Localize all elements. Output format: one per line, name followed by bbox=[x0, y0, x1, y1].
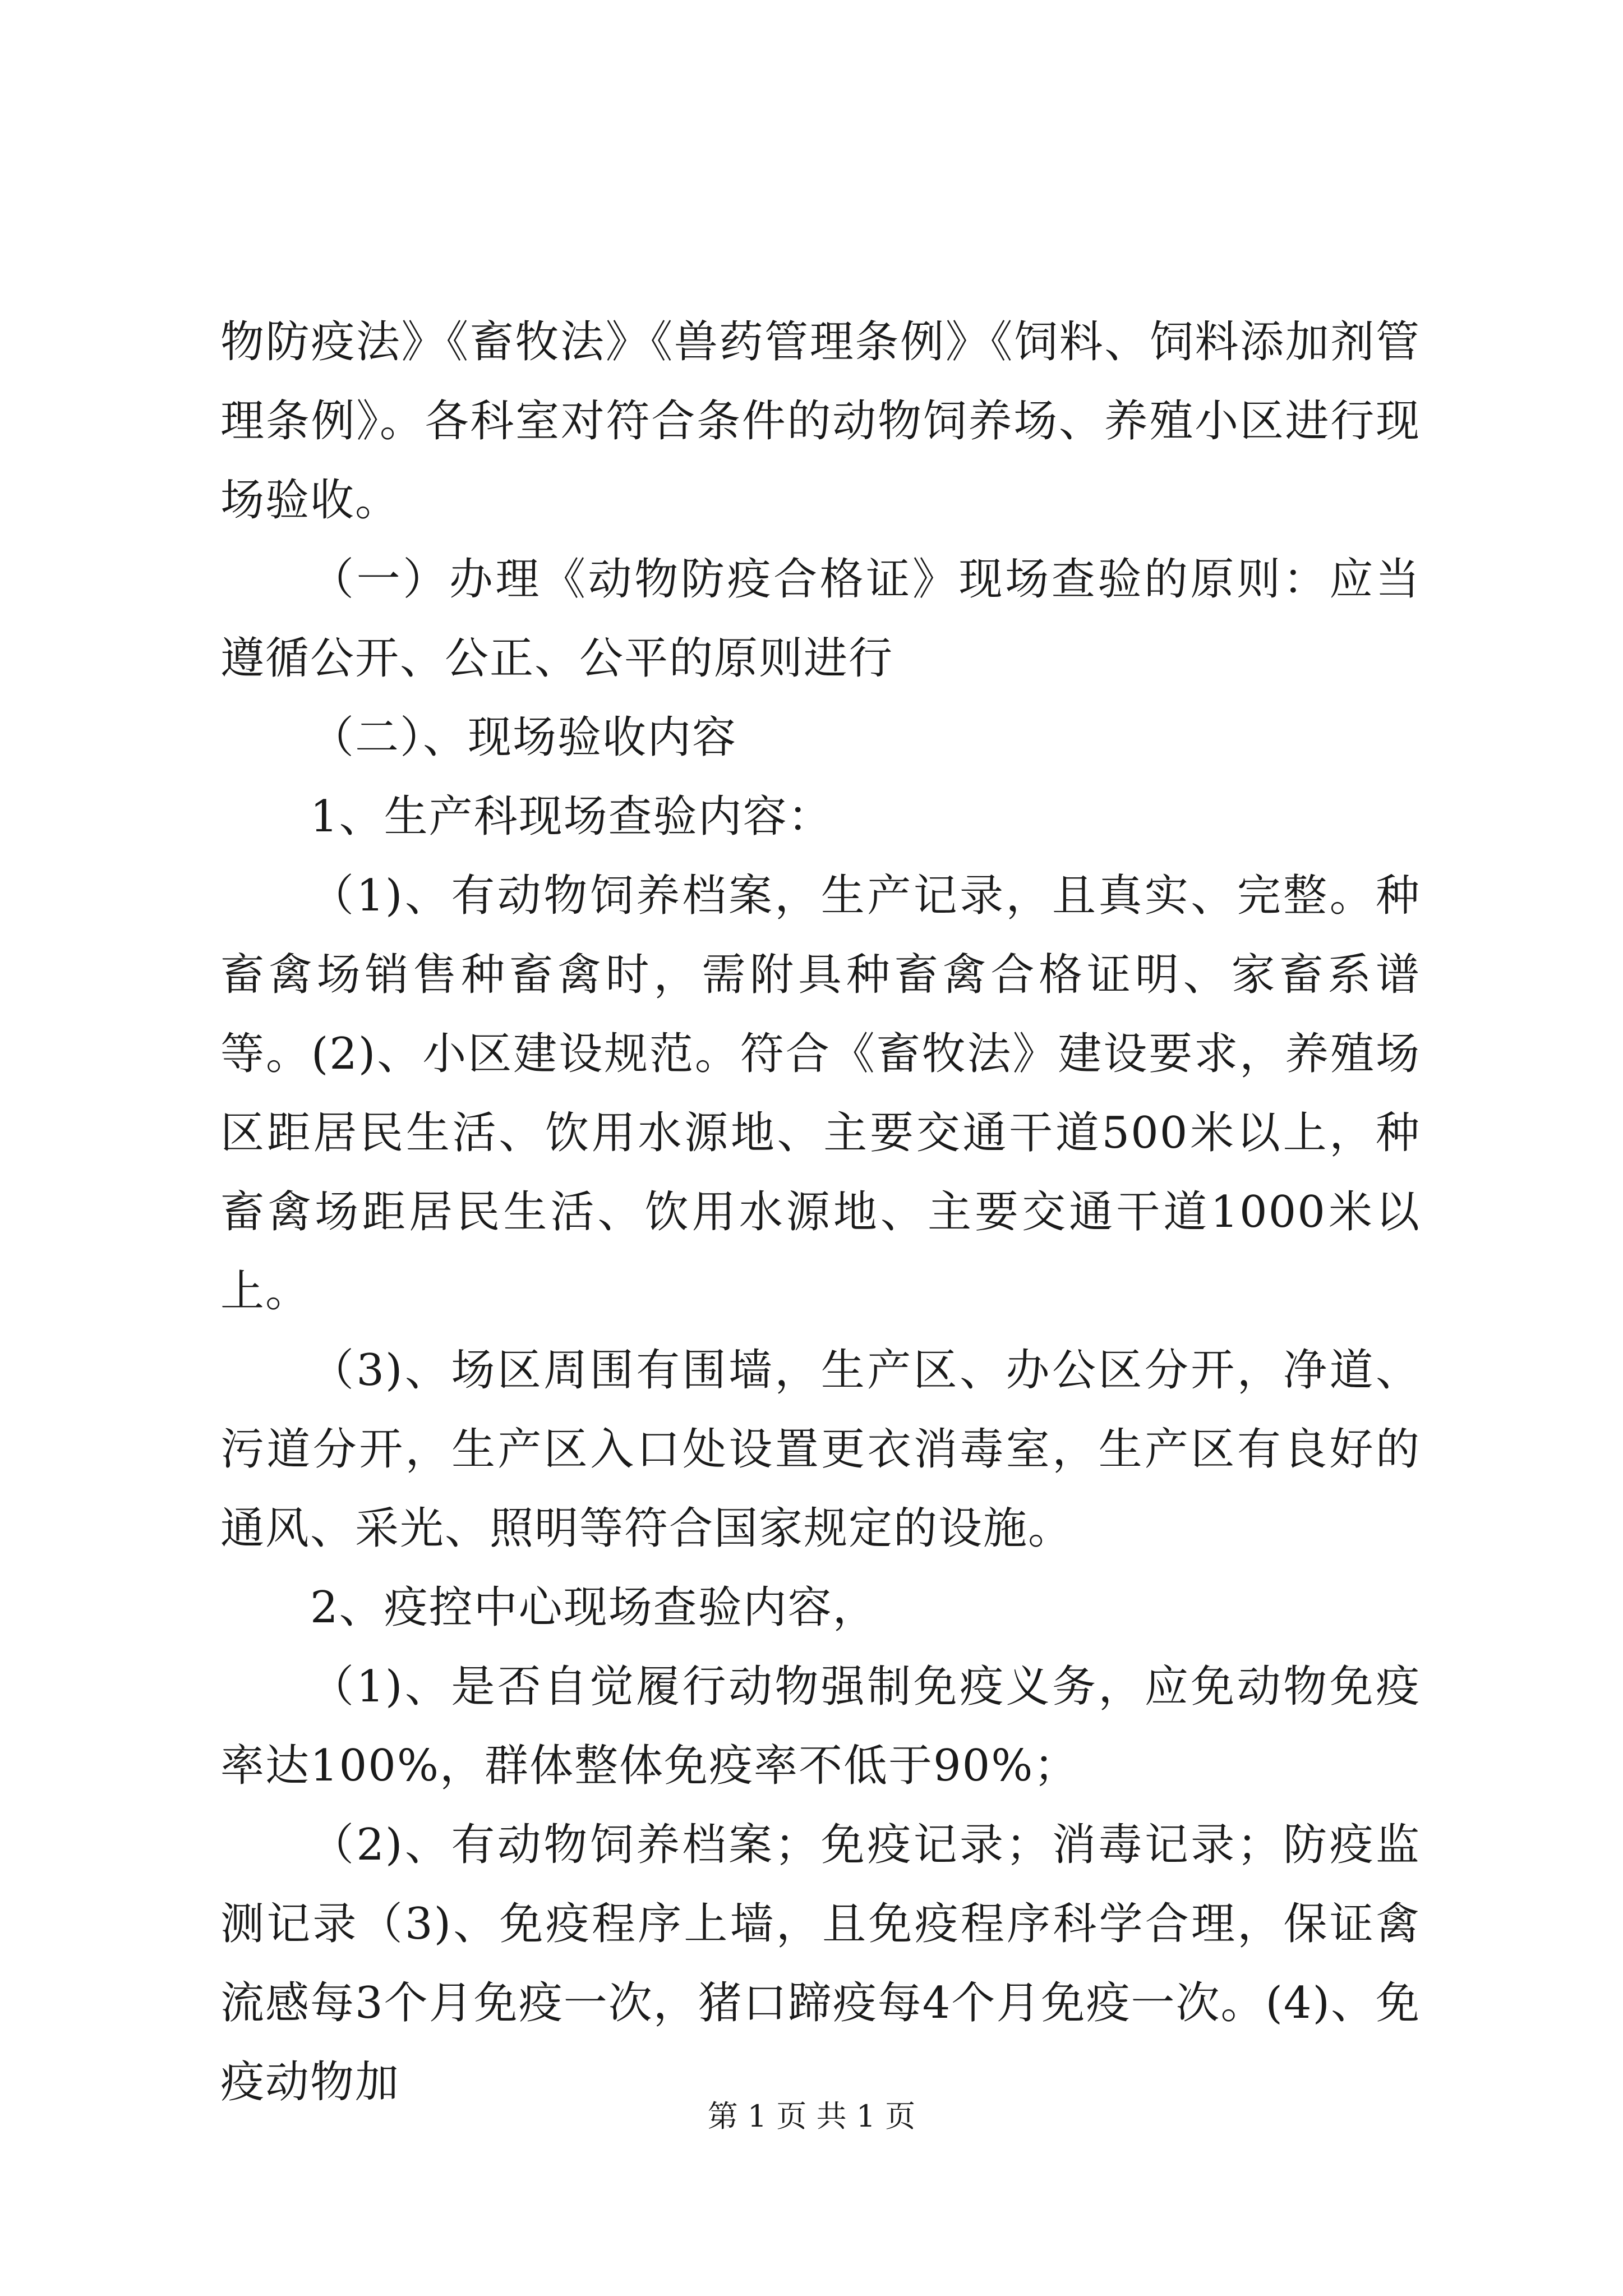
paragraph-disease-control-item-2: （2)、有动物饲养档案；免疫记录；消毒记录；防疫监测记录（3)、免疫程序上墙，且免疫程序科学合理，保证禽流感每3个月免疫一次，猪口蹄疫每4个月免疫一次。(4)、免疫动物加 bbox=[220, 1820, 1421, 2108]
paragraph-section-heading: （二）、现场验收内容 bbox=[310, 712, 737, 763]
paragraph-disease-control-heading: 2、疫控中心现场查验内容， bbox=[310, 1582, 878, 1633]
paragraph-production-heading: 1、生产科现场查验内容： bbox=[310, 792, 833, 842]
document-body bbox=[220, 303, 1421, 2122]
page-number-footer: 第 1 页 共 1 页 bbox=[707, 2099, 916, 2134]
paragraph-production-item-3: （3)、场区周围有围墙，生产区、办公区分开，净道、污道分开，生产区入口处设置更衣消毒室，生产区有良好的通风、采光、照明等符合国家规定的设施。 bbox=[220, 1345, 1421, 1554]
paragraph-principle: （一）办理《动物防疫合格证》现场查验的原则：应当遵循公开、公正、公平的原则进行 bbox=[220, 554, 1421, 684]
paragraph-disease-control-item-1: （1)、是否自觉履行动物强制免疫义务，应免动物免疫率达100%，群体整体免疫率不低于90%； bbox=[220, 1662, 1421, 1791]
paragraph-production-item-1: （1)、有动物饲养档案，生产记录，且真实、完整。种畜禽场销售种畜禽时，需附具种畜禽合格证明、家畜系谱等。(2)、小区建设规范。符合《畜牧法》建设要求，养殖场区距居民生活、饮用水源地、主要交通干道500米以上，种畜禽场距居民生活、饮用水源地、主要交通干道1000米以上。 bbox=[220, 871, 1421, 1317]
paragraph-continuation: 物防疫法》《畜牧法》《兽药管理条例》《饲料、饲料添加剂管理条例》。各科室对符合条件的动物饲养场、养殖小区进行现场验收。 bbox=[220, 317, 1421, 526]
